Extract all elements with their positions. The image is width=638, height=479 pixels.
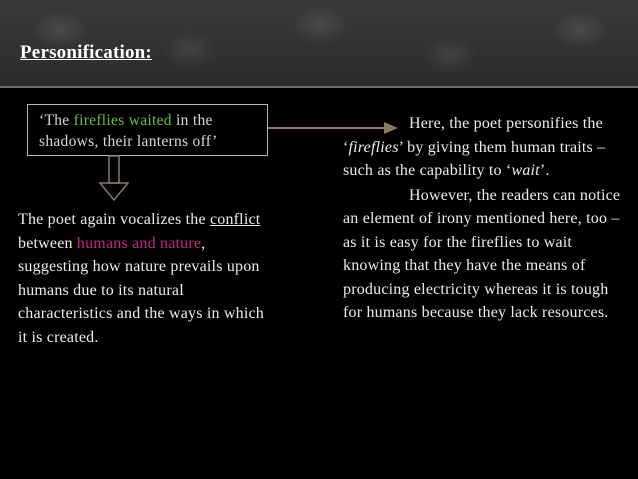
arrow-down-icon <box>100 156 128 200</box>
explanation-paragraph-1: Here, the poet personifies the ‘fireflies’ by giving them human traits – such as the capability to ‘wait’. <box>343 115 606 179</box>
explanation-paragraph-2: However, the readers can notice an element of irony mentioned here, too – as it is easy for the fireflies to wait knowing that they have the means of producing electricity whereas it is tough for humans because they lack resources. <box>343 186 621 321</box>
explanation-text <box>343 112 628 325</box>
quote-rest: in the <box>171 112 213 129</box>
emphasis-wait: wait <box>511 162 540 179</box>
quote-waited: waited <box>128 112 172 129</box>
slide-title: Personification: <box>20 42 152 63</box>
term-and-nature: and nature <box>132 234 202 252</box>
analysis-text <box>18 208 268 349</box>
quote-open: ‘The <box>39 112 74 129</box>
term-humans: humans <box>76 234 128 252</box>
analysis-paragraph: The poet again vocalizes the conflict between humans and nature, suggesting how nature prevails upon humans due to its natural characteristics and the ways in which it is created. <box>18 211 264 346</box>
quote-line2: shadows, their lanterns off’ <box>39 133 218 150</box>
term-conflict: conflict <box>209 211 261 228</box>
quote-fireflies: fireflies <box>73 112 125 129</box>
emphasis-fireflies: fireflies <box>348 138 399 156</box>
